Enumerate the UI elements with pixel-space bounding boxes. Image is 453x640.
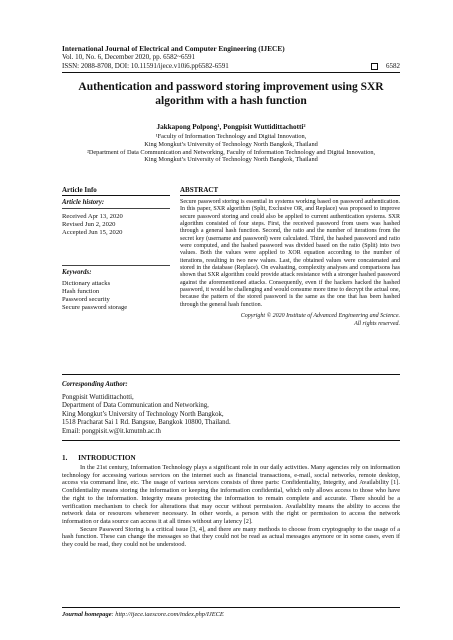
abstract-text: Secure password storing is essential in systems working based on password authentication. In this paper, SXR algorithm (Split, Exclusive OR, and Replace) was proposed to improve secure password storing and could also be applied to current authentication systems. SXR algorithm consisted of four steps. First, the received password from users was hashed through a general hash function. Second, the ratio and the number of iterations from the secret key (username and password) were calculated. Third, the hashed password and ratio were computed, and the hashed password was divided based on the ratio (Split) into two values. Both the values were applied to XOR equation according to the number of iterations, resulting in two new values. Last, the obtained values were concatenated and stored in the database (Replace). On evaluating, complexity analyses and comparisons has shown that SXR algorithm could provide attack resistance with a stronger hashed password against the aforementioned attacks. Consequently, even if the hackers hacked the hashed password, it would be challenging and would consume more time to decrypt the actual one, because the pattern of the stored password is the same as the one that has been hashed through the general hash function. bbox=[180, 199, 400, 308]
journal-header bbox=[62, 44, 400, 71]
divider bbox=[62, 208, 170, 209]
keywords-heading: Keywords: bbox=[62, 269, 92, 276]
introduction-body bbox=[62, 464, 400, 549]
corr-line: King Mongkut’s University of Technology North Bangkok, bbox=[62, 410, 224, 418]
intro-paragraph: In the 21st century, Information Technology plays a significant role in our daily activities. Many agencies rely on information technology for accessing various services on the internet such as financial transactions, e-mail, social networks, remote desktop, access via command line, etc. The usage of various services consists of three parts: Confidentiality, Integrity, and Availability [1]. Confidentiality means storing the information or keeping the information confidential, which only allows access to those who have the right to the information. Integrity means protecting the information to remain complete and accurate. There should be a verification mechanism to check for alterations that may occur without permission. Availability means the ability to access the network data or resources whenever necessary. In other words, a person with the right or permission to access the network information or data source can access it at all times without any latency [2]. bbox=[62, 464, 400, 525]
article-info-column bbox=[62, 186, 170, 312]
keywords-list bbox=[62, 280, 170, 312]
corresponding-heading: Corresponding Author: bbox=[62, 381, 128, 388]
affiliation-line: King Mongkut’s University of Technology North Bangkok, Thailand bbox=[144, 140, 318, 148]
affiliation-line: ¹Faculty of Information Technology and Digital Innovation, bbox=[155, 133, 307, 140]
abstract-column bbox=[180, 186, 400, 328]
abstract-heading: ABSTRACT bbox=[180, 186, 400, 196]
journal-name: International Journal of Electrical and Computer Engineering (IJECE) bbox=[62, 44, 285, 53]
square-icon bbox=[371, 63, 378, 70]
journal-volume: Vol. 10, No. 6, December 2020, pp. 6582~6591 bbox=[62, 53, 195, 61]
corresponding-details bbox=[62, 394, 400, 436]
article-info-heading: Article Info bbox=[62, 186, 170, 196]
intro-paragraph: Secure Password Storing is a critical issue [3, 4], and there are many methods to choose from cryptography to the usage of a hash function. These can change the messages so that they could not be read as actual messages anymore or in some cases, even if they could be read, they could not be understood. bbox=[62, 525, 400, 549]
section-rule bbox=[62, 374, 400, 375]
article-history-heading: Article history: bbox=[62, 199, 105, 206]
keyword: Hash function bbox=[62, 288, 100, 295]
history-accepted: Accepted Jun 15, 2020 bbox=[62, 229, 123, 236]
corr-line: Department of Data Communication and Networking, bbox=[62, 402, 209, 410]
introduction-heading: 1. INTRODUCTION bbox=[62, 454, 136, 462]
corr-line: Pongpisit Wuttidittachotti, bbox=[62, 394, 134, 401]
copyright-line: All rights reserved. bbox=[354, 320, 400, 327]
footer-label: Journal homepage bbox=[62, 611, 112, 618]
history-revised: Revised Jun 2, 2020 bbox=[62, 221, 116, 228]
keyword: Password security bbox=[62, 296, 110, 303]
keyword: Dictionary attacks bbox=[62, 280, 111, 287]
affiliation-line: King Mongkut’s University of Technology North Bangkok, Thailand bbox=[144, 156, 318, 164]
copyright bbox=[180, 313, 400, 328]
corresponding-author bbox=[62, 378, 400, 436]
history-received: Received Apr 13, 2020 bbox=[62, 213, 123, 220]
journal-homepage-link[interactable]: : http://ijece.iaescore.com/index.php/IJECE bbox=[111, 611, 224, 618]
corr-email: Email: pongpisit.w@it.kmutnb.ac.th bbox=[62, 427, 161, 435]
corr-line: 1518 Pracharat Sai 1 Rd. Bangsue, Bangkok 10800, Thailand. bbox=[62, 419, 231, 427]
footer-rule bbox=[62, 607, 400, 608]
keyword: Secure password storage bbox=[62, 304, 128, 311]
header-rule bbox=[62, 72, 400, 73]
section-rule bbox=[62, 440, 400, 441]
paper-authors: Jakkapong Polpong¹, Pongpisit Wuttidittachotti² bbox=[156, 123, 306, 131]
divider bbox=[62, 265, 170, 266]
affiliation-line: ²Department of Data Communication and Networking, Faculty of Information Technology and Digital Innovation, bbox=[86, 148, 376, 156]
copyright-line: Copyright © 2020 Institute of Advanced Engineering and Science. bbox=[240, 313, 400, 320]
affiliations bbox=[62, 133, 400, 164]
article-history bbox=[62, 213, 170, 237]
journal-footer bbox=[62, 611, 224, 618]
page-number: 6582 bbox=[386, 62, 400, 70]
journal-issn: ISSN: 2088-8708, DOI: 10.11591/ijece.v10i6.pp6582-6591 bbox=[62, 62, 229, 70]
paper-title: Authentication and password storing improvement using SXR algorithm with a hash function bbox=[78, 81, 384, 107]
